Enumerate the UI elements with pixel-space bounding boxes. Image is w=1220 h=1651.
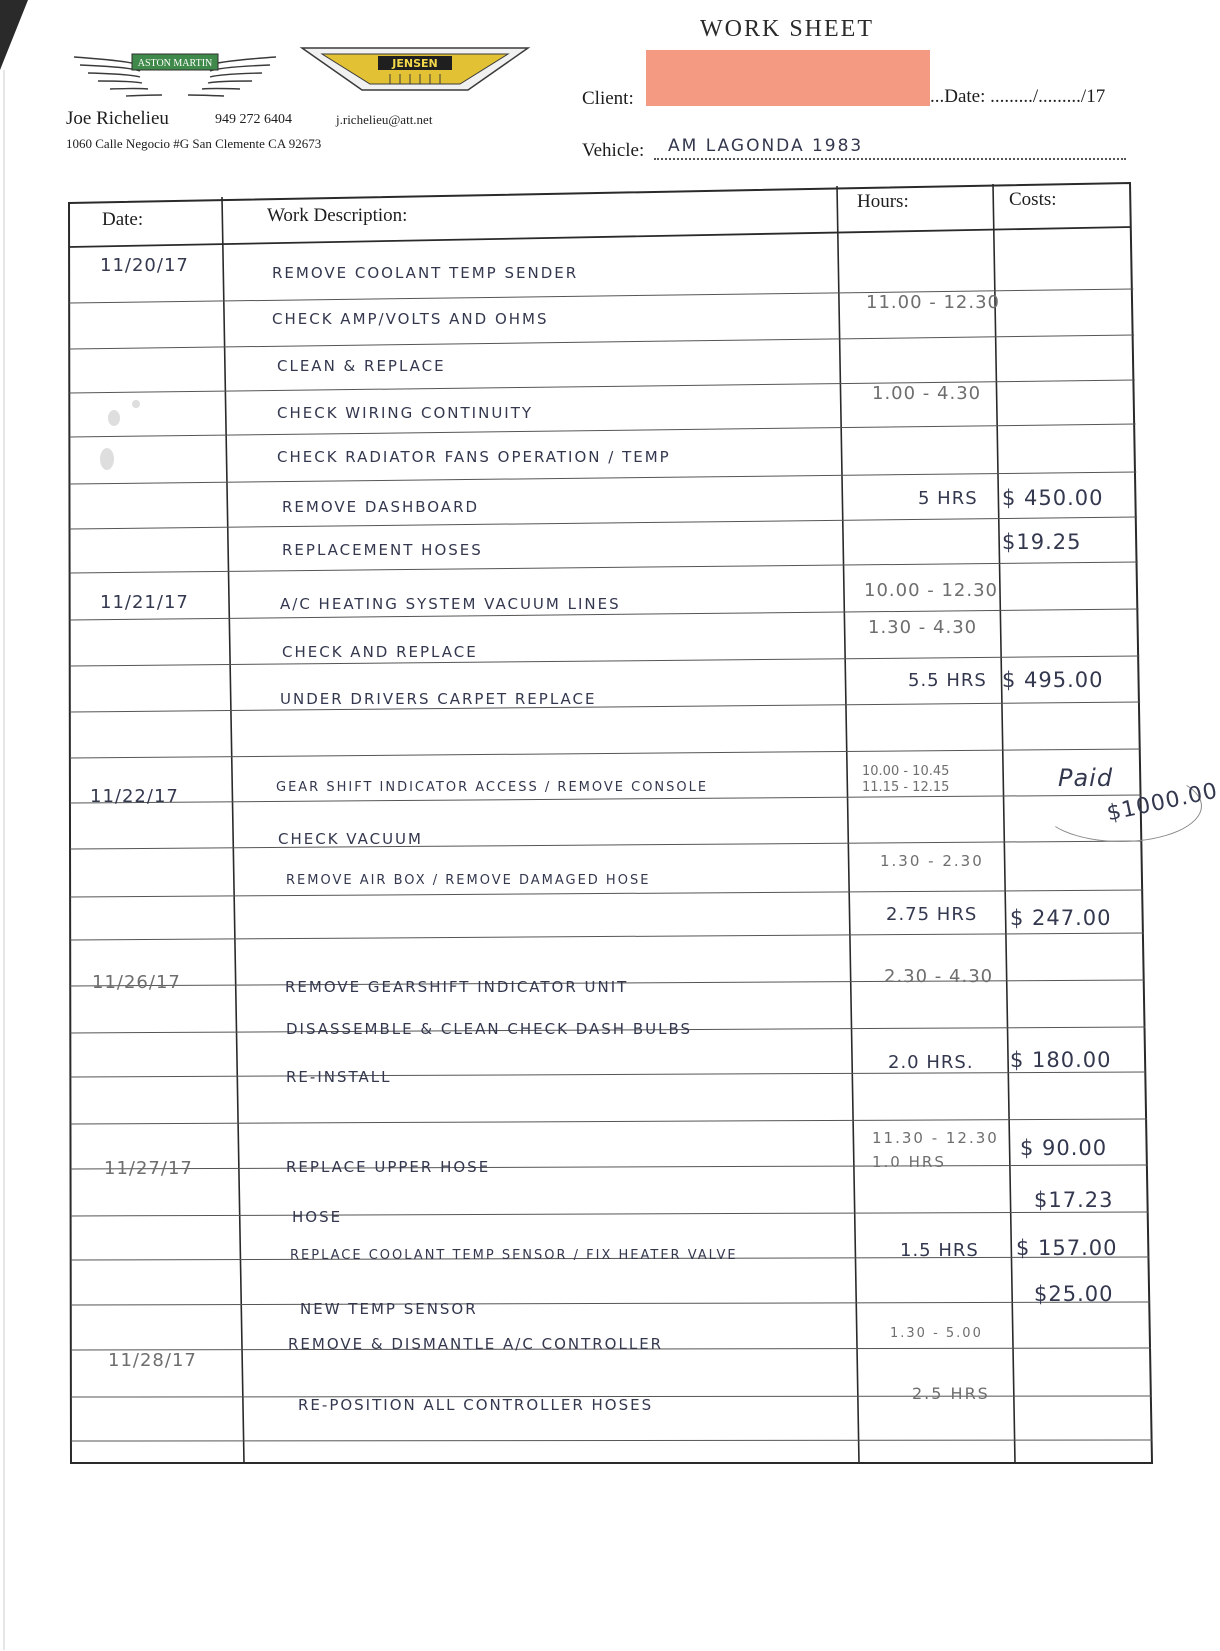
hours-value: 1.5 HRS bbox=[900, 1240, 979, 1261]
table-row-line bbox=[71, 1119, 1147, 1124]
table-row-line bbox=[70, 795, 1142, 803]
work-line: CHECK RADIATOR FANS OPERATION / TEMP bbox=[277, 448, 671, 466]
table-row-line bbox=[70, 517, 1138, 529]
scan-smudge bbox=[132, 400, 140, 408]
redaction-block bbox=[646, 50, 930, 106]
work-line: CHECK VACUUM bbox=[278, 830, 423, 848]
work-line: REPLACE COOLANT TEMP SENSOR / FIX HEATER VALVE bbox=[290, 1248, 738, 1263]
page-title: WORK SHEET bbox=[700, 16, 874, 42]
table-grid bbox=[67, 183, 1152, 1463]
svg-text:JENSEN: JENSEN bbox=[392, 57, 438, 70]
work-line: UNDER DRIVERS CARPET REPLACE bbox=[280, 690, 597, 708]
table-row-line bbox=[71, 1212, 1149, 1216]
work-line: CHECK WIRING CONTINUITY bbox=[277, 404, 534, 422]
hours-value: 5.5 HRS bbox=[908, 670, 987, 691]
header-date: Date: bbox=[102, 209, 144, 230]
work-line: RE-POSITION ALL CONTROLLER HOSES bbox=[298, 1396, 654, 1414]
table-row-line bbox=[70, 472, 1137, 484]
vehicle-line bbox=[654, 158, 1126, 160]
entry-date: 11/26/17 bbox=[92, 972, 181, 993]
hours-value: 1.00 - 4.30 bbox=[872, 383, 982, 404]
cost-value: $19.25 bbox=[1002, 530, 1082, 554]
table-row-line bbox=[69, 424, 1135, 437]
scan-smudge bbox=[100, 448, 114, 470]
work-line: CLEAN & REPLACE bbox=[277, 357, 446, 375]
header-costs: Costs: bbox=[1009, 189, 1057, 210]
work-line: REMOVE AIR BOX / REMOVE DAMAGED HOSE bbox=[286, 873, 651, 888]
work-line: A/C HEATING SYSTEM VACUUM LINES bbox=[280, 595, 621, 613]
scan-smudge bbox=[108, 410, 120, 426]
svg-text:ASTON MARTIN: ASTON MARTIN bbox=[137, 58, 213, 69]
entry-date: 11/28/17 bbox=[108, 1350, 197, 1371]
cost-value: $ 495.00 bbox=[1002, 668, 1104, 692]
work-line: DISASSEMBLE & CLEAN CHECK DASH BULBS bbox=[286, 1020, 693, 1038]
work-line: NEW TEMP SENSOR bbox=[300, 1300, 478, 1318]
scan-corner-shadow bbox=[0, 0, 28, 70]
table-row-line bbox=[71, 1072, 1147, 1077]
hours-value: 10.00 - 12.30 bbox=[864, 580, 998, 601]
table-row-line bbox=[69, 335, 1134, 349]
cost-value: $ 90.00 bbox=[1020, 1136, 1108, 1160]
header-work-description: Work Description: bbox=[267, 205, 408, 226]
cost-value: $17.23 bbox=[1034, 1188, 1114, 1212]
cost-value: $ 180.00 bbox=[1010, 1048, 1112, 1072]
table-row-line bbox=[70, 933, 1144, 940]
hours-value: 10.00 - 10.45 11.15 - 12.15 bbox=[862, 764, 950, 795]
aston-martin-logo bbox=[70, 45, 280, 103]
header-hours: Hours: bbox=[857, 191, 909, 212]
hours-value: 1.30 - 5.00 bbox=[890, 1326, 983, 1341]
shop-address: 1060 Calle Negocio #G San Clemente CA 92673 bbox=[66, 136, 322, 151]
vehicle-label: Vehicle: bbox=[582, 140, 645, 161]
shop-email: j.richelieu@att.net bbox=[336, 112, 433, 127]
work-line: GEAR SHIFT INDICATOR ACCESS / REMOVE CONSOLE bbox=[276, 780, 709, 795]
table-row-line bbox=[70, 890, 1143, 897]
entry-date: 11/21/17 bbox=[100, 592, 189, 613]
work-line: REMOVE DASHBOARD bbox=[282, 498, 480, 516]
table-row-line bbox=[70, 562, 1138, 573]
hours-value: 2.5 HRS bbox=[912, 1384, 990, 1403]
hours-value: 11.30 - 12.30 1.0 HRS bbox=[872, 1129, 999, 1171]
cost-value: $ 450.00 bbox=[1002, 486, 1104, 510]
entry-date: 11/27/17 bbox=[104, 1158, 193, 1179]
hours-value: 2.30 - 4.30 bbox=[884, 966, 994, 987]
entry-date: 11/20/17 bbox=[100, 255, 189, 276]
date-label: ...Date: ........./........./17 bbox=[930, 86, 1106, 107]
work-line: CHECK AMP/VOLTS AND OHMS bbox=[272, 310, 549, 328]
hours-value: 2.0 HRS. bbox=[888, 1052, 974, 1073]
work-table bbox=[67, 183, 1152, 1463]
vehicle-value: AM LAGONDA 1983 bbox=[668, 136, 864, 156]
hours-value: 2.75 HRS bbox=[886, 904, 978, 925]
shop-name: Joe Richelieu bbox=[66, 108, 169, 129]
work-line: CHECK AND REPLACE bbox=[282, 643, 478, 661]
table-row-line bbox=[71, 1302, 1150, 1305]
client-label: Client: bbox=[582, 88, 634, 109]
work-line: RE-INSTALL bbox=[286, 1068, 392, 1086]
shop-phone: 949 272 6404 bbox=[215, 112, 292, 127]
hours-value: 11.00 - 12.30 bbox=[866, 292, 1000, 313]
scan-edge bbox=[3, 70, 5, 1650]
work-line: REMOVE & DISMANTLE A/C CONTROLLER bbox=[288, 1335, 664, 1353]
hours-value: 1.30 - 4.30 bbox=[868, 617, 978, 638]
work-line: REMOVE COOLANT TEMP SENDER bbox=[272, 264, 579, 282]
entry-date: 11/22/17 bbox=[90, 786, 179, 807]
work-line: HOSE bbox=[292, 1208, 343, 1226]
paid-amount: $1000.00 bbox=[1104, 778, 1220, 827]
table-row-line bbox=[71, 1440, 1152, 1441]
work-line: REMOVE GEARSHIFT INDICATOR UNIT bbox=[285, 978, 629, 996]
cost-value: $ 157.00 bbox=[1016, 1236, 1118, 1260]
table-row-line bbox=[70, 749, 1141, 758]
cost-value: $25.00 bbox=[1034, 1282, 1114, 1306]
hours-value: 1.30 - 2.30 bbox=[880, 852, 984, 870]
work-line: REPLACEMENT HOSES bbox=[282, 541, 483, 559]
cost-value: $ 247.00 bbox=[1010, 906, 1112, 930]
paid-note: Paid bbox=[1058, 764, 1114, 792]
jensen-logo bbox=[300, 42, 530, 98]
work-line: REPLACE UPPER HOSE bbox=[286, 1158, 491, 1176]
table-row-line bbox=[70, 841, 1142, 849]
hours-value: 5 HRS bbox=[918, 488, 978, 509]
